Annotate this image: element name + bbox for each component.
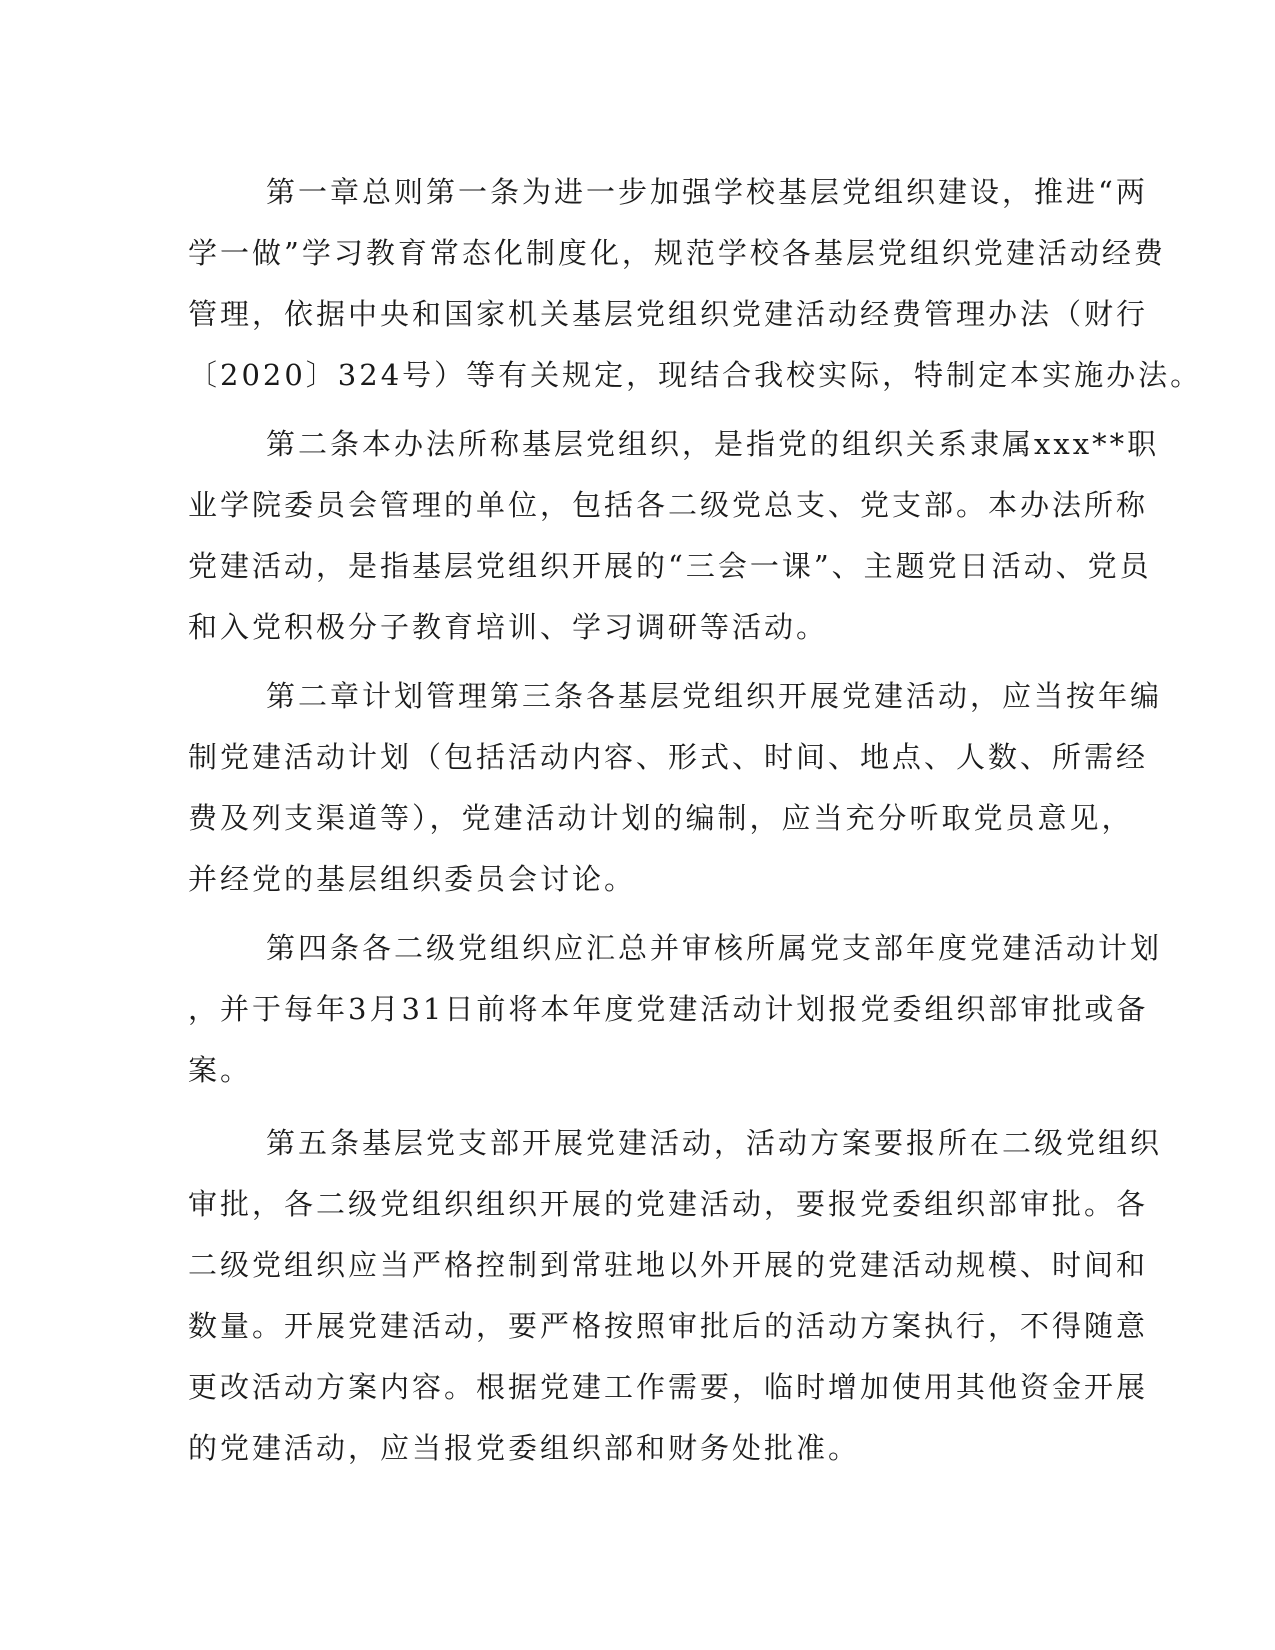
paragraph-line: 业学院委员会管理的单位，包括各二级党总支、党支部。本办法所称: [188, 488, 1149, 522]
document-body: [188, 162, 1203, 1479]
paragraph-chapter2-article3: [188, 666, 1163, 910]
paragraph-line: 第二条本办法所称基层党组织，是指党的组织关系隶属xxx**职: [266, 427, 1160, 461]
paragraph-line: 审批，各二级党组织组织开展的党建活动，要报党委组织部审批。各: [188, 1187, 1149, 1221]
paragraph-line: 更改活动方案内容。根据党建工作需要，临时增加使用其他资金开展: [188, 1370, 1149, 1404]
paragraph-line: 二级党组织应当严格控制到常驻地以外开展的党建活动规模、时间和: [188, 1248, 1149, 1282]
paragraph-line: 制党建活动计划（包括活动内容、形式、时间、地点、人数、所需经: [188, 740, 1149, 774]
paragraph-line: 第一章总则第一条为进一步加强学校基层党组织建设，推进“两: [266, 175, 1148, 209]
paragraph-line: 第四条各二级党组织应汇总并审核所属党支部年度党建活动计划: [266, 931, 1163, 965]
paragraph-line: 管理，依据中央和国家机关基层党组织党建活动经费管理办法（财行: [188, 297, 1149, 331]
paragraph-line: 第五条基层党支部开展党建活动，活动方案要报所在二级党组织: [266, 1126, 1163, 1160]
paragraph-line: 数量。开展党建活动，要严格按照审批后的活动方案执行，不得随意: [188, 1309, 1149, 1343]
paragraph-line: 和入党积极分子教育培训、学习调研等活动。: [188, 610, 829, 644]
paragraph-line: 党建活动，是指基层党组织开展的“三会一课”、主题党日活动、党员: [188, 549, 1152, 583]
paragraph-line: ，并于每年3月31日前将本年度党建活动计划报党委组织部审批或备: [188, 992, 1149, 1026]
paragraph-line: 〔2020〕324号）等有关规定，现结合我校实际，特制定本实施办法。: [188, 358, 1203, 392]
paragraph-article5: [188, 1113, 1163, 1479]
paragraph-line: 学一做”学习教育常态化制度化，规范学校各基层党组织党建活动经费: [188, 236, 1166, 270]
paragraph-article4: [188, 918, 1163, 1101]
paragraph-chapter1-article1: [188, 162, 1203, 406]
paragraph-article2: [188, 414, 1160, 658]
paragraph-line: 的党建活动，应当报党委组织部和财务处批准。: [188, 1431, 861, 1465]
paragraph-line: 并经党的基层组织委员会讨论。: [188, 862, 637, 896]
paragraph-line: 案。: [188, 1053, 253, 1087]
paragraph-line: 费及列支渠道等），党建活动计划的编制，应当充分听取党员意见，: [188, 801, 1134, 835]
paragraph-line: 第二章计划管理第三条各基层党组织开展党建活动，应当按年编: [266, 679, 1163, 713]
